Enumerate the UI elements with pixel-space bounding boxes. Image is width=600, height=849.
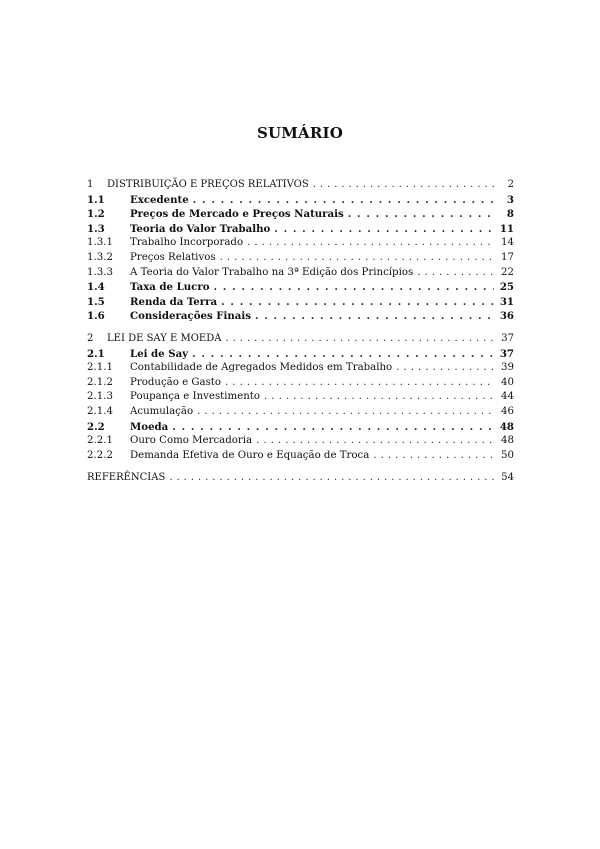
section-gap — [87, 324, 514, 332]
toc-entry-title: REFERÊNCIAS — [87, 472, 166, 484]
leader-dots — [197, 405, 495, 420]
toc-entry-page: 2 — [507, 179, 514, 190]
leader-dots — [264, 390, 495, 405]
toc-entry-title: Demanda Efetiva de Ouro e Equação de Troca — [130, 449, 370, 461]
leader-dots — [256, 434, 495, 449]
leader-dots — [172, 420, 494, 435]
leader-dots — [255, 309, 494, 324]
toc-entry[interactable] — [87, 295, 514, 310]
toc-entry[interactable] — [87, 236, 514, 251]
toc-entry[interactable] — [87, 420, 514, 435]
toc-entry-page: 3 — [506, 193, 514, 206]
toc-entry-page: 54 — [501, 472, 514, 484]
toc-entry[interactable] — [87, 449, 514, 464]
toc-entry[interactable] — [87, 390, 514, 405]
toc-entry-number: 2.1.4 — [87, 405, 113, 417]
leader-dots — [214, 280, 494, 295]
section-gap — [87, 463, 514, 471]
toc-entry-page: 46 — [501, 405, 514, 417]
toc-entry-page: 37 — [501, 332, 514, 344]
toc-entry-page: 50 — [501, 449, 514, 461]
toc-entry[interactable] — [87, 361, 514, 376]
toc-entry[interactable] — [87, 207, 514, 222]
toc-entry-title: Contabilidade de Agregados Medidos em Trabalho — [130, 362, 393, 374]
toc-entry-page: 25 — [499, 281, 514, 294]
toc-entry-number: 1.2 — [87, 208, 105, 221]
toc-entry-number: 2.2 — [87, 420, 105, 433]
toc-entry-page: 14 — [501, 237, 514, 249]
toc-entry-page: 22 — [501, 266, 514, 278]
toc-entry-page: 36 — [499, 310, 514, 323]
leader-dots — [247, 236, 495, 251]
leader-dots — [274, 222, 494, 237]
toc-entry-title: Ouro Como Mercadoria — [130, 435, 253, 447]
leader-dots — [221, 295, 494, 310]
toc-entry[interactable] — [87, 434, 514, 449]
toc-entry[interactable] — [87, 309, 514, 324]
toc-entry[interactable] — [87, 332, 514, 347]
toc-entry-title: Trabalho Incorporado — [130, 237, 244, 249]
toc-entry-title: Lei de Say — [130, 347, 189, 360]
toc-entry-page: 44 — [501, 391, 514, 403]
leader-dots — [193, 193, 496, 208]
toc-entry-title: Taxa de Lucro — [130, 281, 210, 294]
toc-entry-number: 1.3.2 — [87, 251, 113, 263]
toc-entry-number: 2.1.1 — [87, 362, 113, 374]
toc-entry-number: 1.5 — [87, 295, 105, 308]
toc-entry[interactable] — [87, 376, 514, 391]
toc-entry-page: 39 — [501, 362, 514, 374]
toc-entry-number: 2.1 — [87, 347, 105, 360]
toc-entry-number: 1 — [87, 179, 94, 190]
toc-entry-title: Considerações Finais — [130, 310, 251, 323]
toc-entry[interactable] — [87, 193, 514, 208]
toc-entry[interactable] — [87, 251, 514, 266]
toc-entry-title: Teoria do Valor Trabalho — [130, 222, 271, 235]
leader-dots — [348, 207, 496, 222]
toc-entry-page: 17 — [501, 251, 514, 263]
toc-entry[interactable] — [87, 347, 514, 362]
leader-dots — [225, 332, 495, 347]
toc-entry[interactable] — [87, 405, 514, 420]
toc-entry-page: 31 — [499, 295, 514, 308]
table-of-contents — [87, 178, 514, 486]
leader-dots — [396, 361, 495, 376]
leader-dots — [225, 376, 495, 391]
toc-entry-page: 48 — [501, 435, 514, 447]
toc-entry-title: Excedente — [130, 193, 189, 206]
toc-entry-number: 1.6 — [87, 310, 105, 323]
toc-entry-title: Preços Relativos — [130, 251, 216, 263]
toc-entry-title: Renda da Terra — [130, 295, 218, 308]
toc-entry-number: 1.3.3 — [87, 266, 113, 278]
leader-dots — [313, 178, 496, 193]
toc-entry[interactable] — [87, 266, 514, 281]
leader-dots — [220, 251, 495, 266]
toc-entry-page: 37 — [499, 347, 514, 360]
leader-dots — [169, 471, 495, 486]
toc-entry-title: Moeda — [130, 420, 169, 433]
toc-entry[interactable] — [87, 178, 514, 193]
toc-entry-title: Preços de Mercado e Preços Naturais — [130, 208, 344, 221]
toc-entry-title: A Teoria do Valor Trabalho na 3ª Edição dos Princípios — [130, 266, 414, 278]
toc-entry-page: 8 — [506, 208, 514, 221]
toc-entry-number: 2.1.2 — [87, 376, 113, 388]
toc-entry-page: 48 — [499, 420, 514, 433]
toc-entry[interactable] — [87, 280, 514, 295]
toc-entry-title: DISTRIBUIÇÃO E PREÇOS RELATIVOS — [107, 179, 309, 190]
toc-entry-title: Produção e Gasto — [130, 376, 222, 388]
toc-entry-page: 11 — [499, 222, 514, 235]
toc-entry-title: Poupança e Investimento — [130, 391, 261, 403]
toc-entry-title: Acumulação — [130, 405, 194, 417]
toc-entry-number: 2 — [87, 332, 94, 344]
toc-entry[interactable] — [87, 222, 514, 237]
toc-entry-references[interactable] — [87, 471, 514, 486]
toc-entry-number: 1.3.1 — [87, 237, 113, 249]
toc-entry-number: 1.4 — [87, 281, 105, 294]
toc-entry-page: 40 — [501, 376, 514, 388]
toc-entry-number: 1.1 — [87, 193, 105, 206]
leader-dots — [417, 266, 495, 281]
toc-entry-number: 2.1.3 — [87, 391, 113, 403]
leader-dots — [373, 449, 495, 464]
page-title: SUMÁRIO — [256, 124, 344, 142]
toc-entry-title: LEI DE SAY E MOEDA — [107, 332, 222, 344]
leader-dots — [192, 347, 494, 362]
toc-entry-number: 1.3 — [87, 222, 105, 235]
toc-entry-number: 2.2.2 — [87, 449, 113, 461]
toc-entry-number: 2.2.1 — [87, 435, 113, 447]
